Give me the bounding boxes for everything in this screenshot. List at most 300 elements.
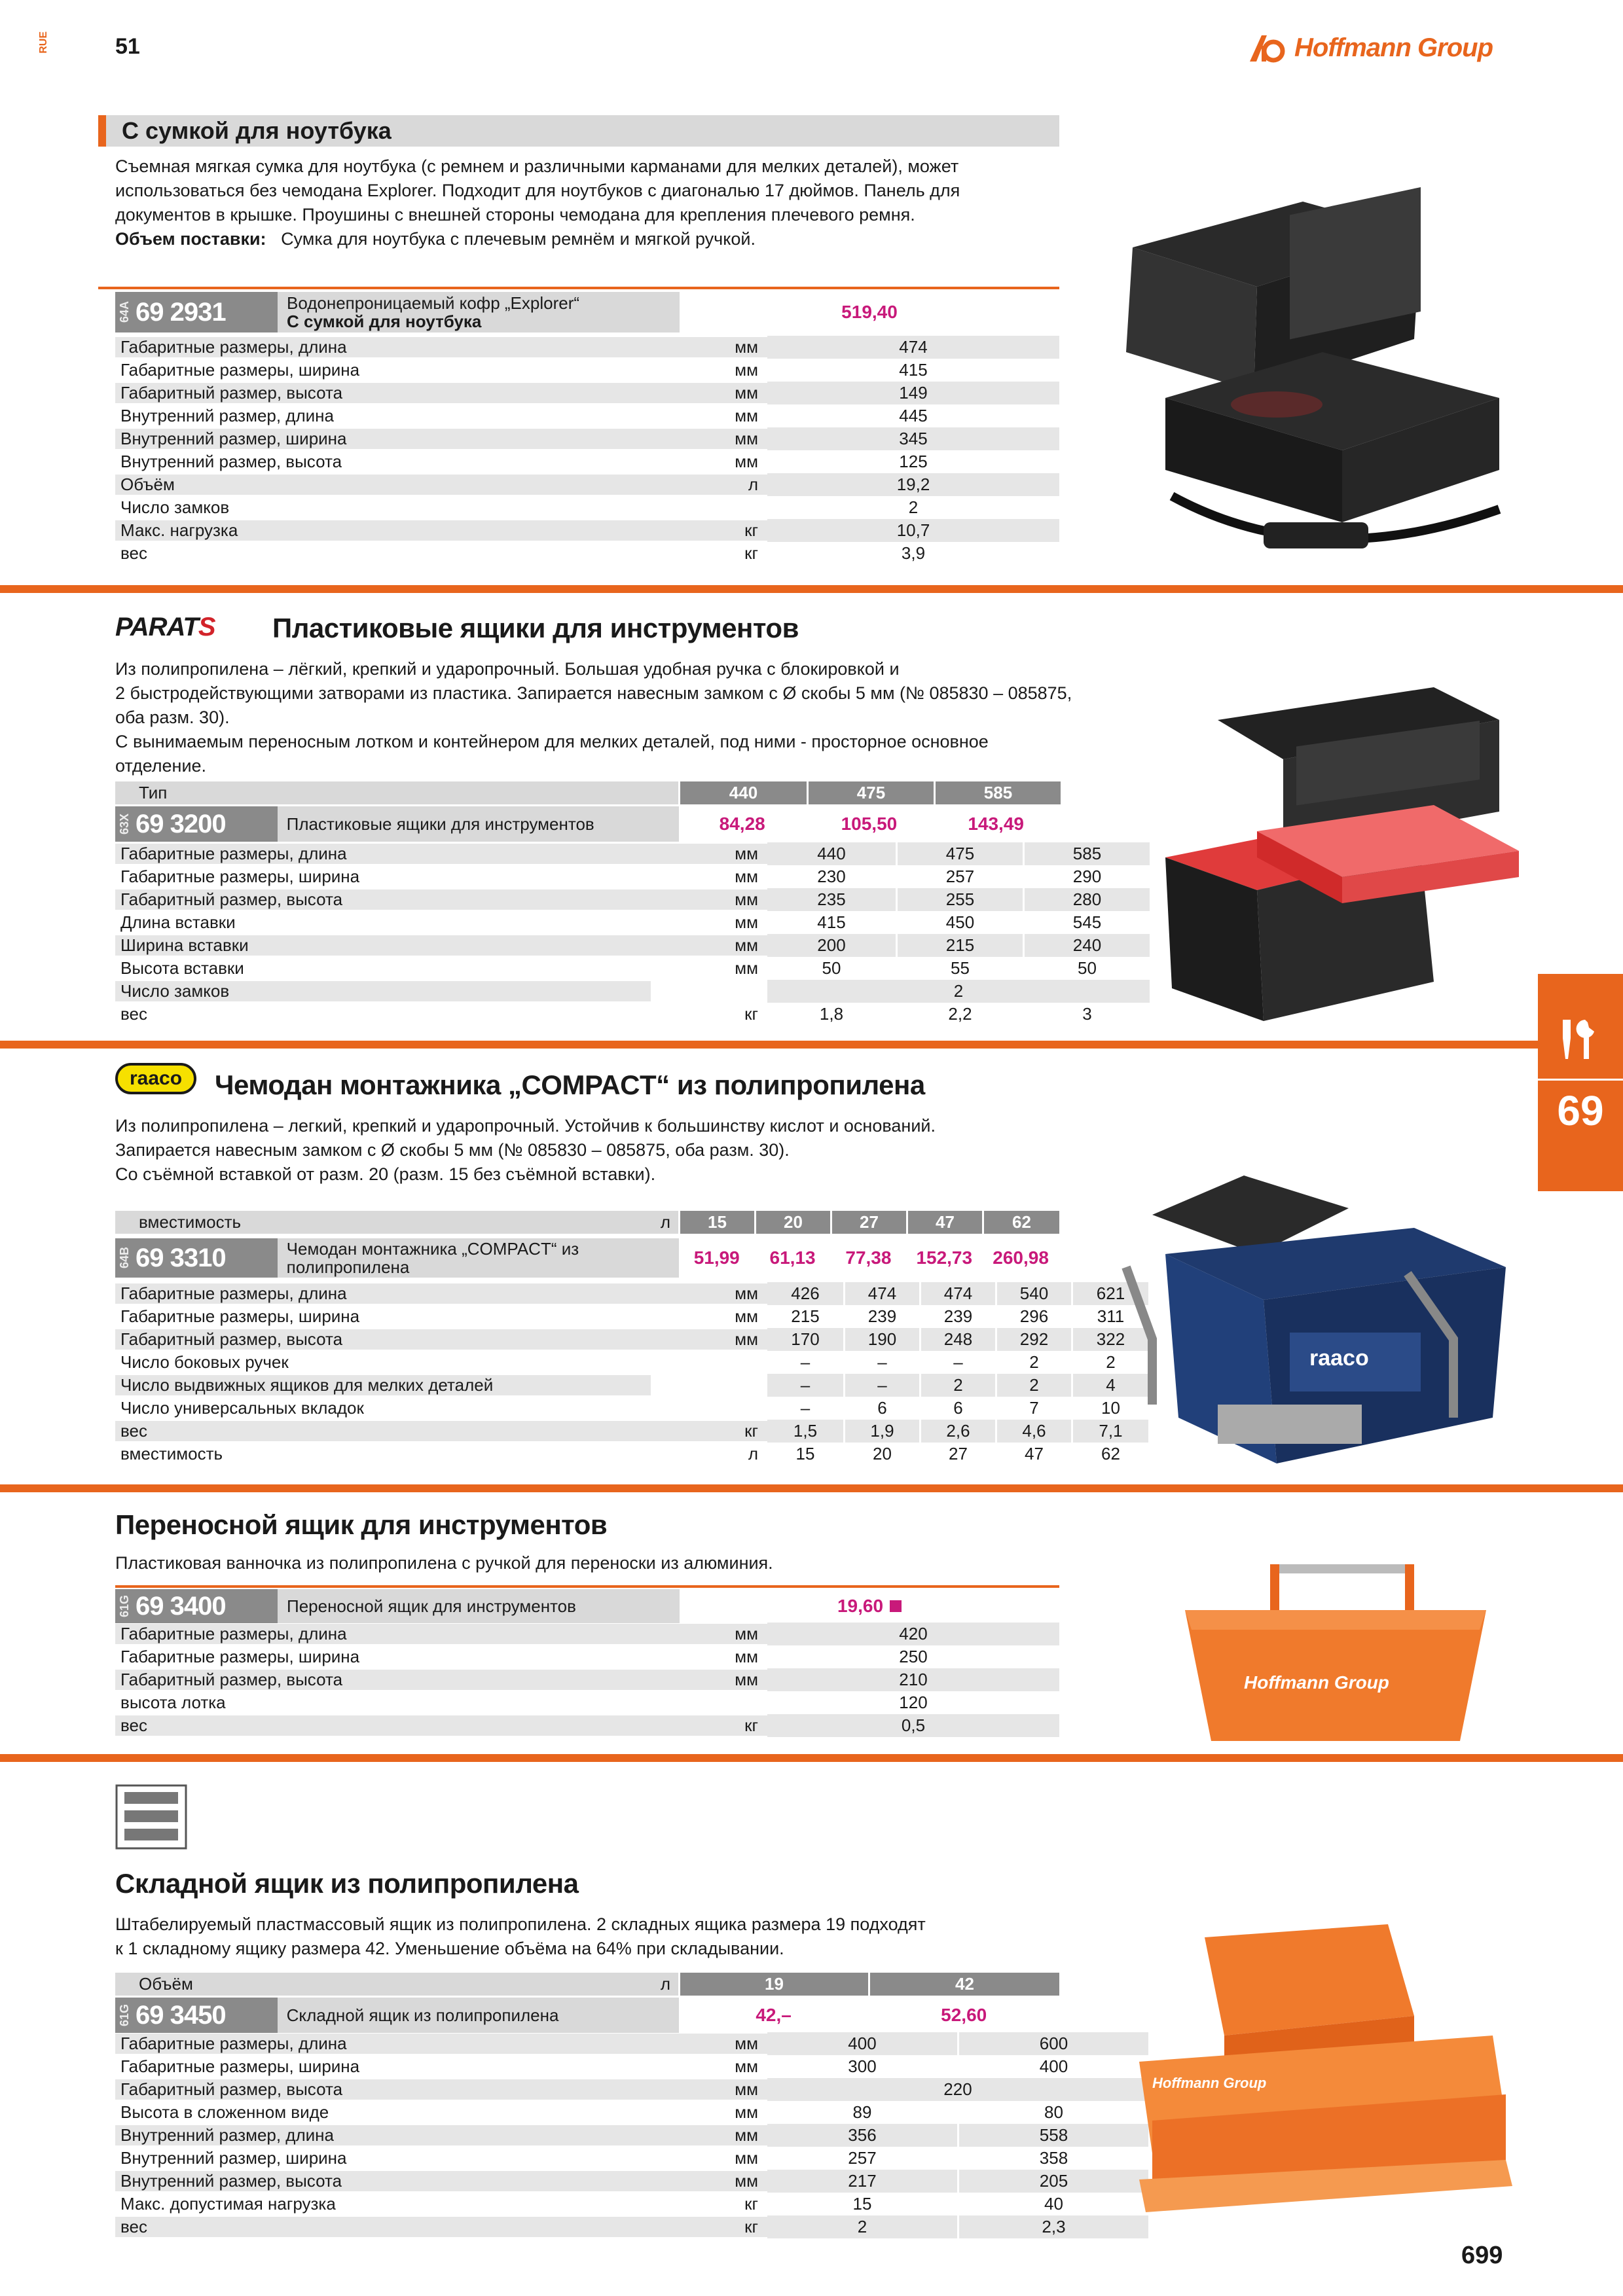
spec-value: 300	[848, 2056, 877, 2076]
article-name	[278, 1589, 680, 1623]
spec-value: 217	[767, 2170, 957, 2193]
spec-row	[115, 1329, 1148, 1352]
spec-value: 280	[1023, 888, 1150, 911]
spec-value: 240	[1023, 934, 1150, 957]
tools-icon	[1551, 1013, 1603, 1066]
spec-value: 2,2	[896, 1003, 1023, 1026]
spec-label: Внутренний размер, ширина	[120, 2148, 347, 2168]
section5-table-head	[115, 1973, 1059, 1996]
spec-row	[115, 1397, 1148, 1420]
spec-unit: кг	[651, 2217, 767, 2237]
spec-label: Габаритные размеры, ширина	[120, 1306, 360, 1326]
spec-value: 2,3	[957, 2215, 1148, 2238]
spec-value: 120	[899, 1693, 928, 1712]
article-code	[115, 1589, 278, 1623]
spec-row	[115, 1623, 1059, 1646]
spec-value: 255	[896, 888, 1023, 911]
spec-value: 239	[843, 1305, 919, 1328]
logo-text: Hoffmann Group	[1294, 33, 1493, 62]
desc-line: оба разм. 30).	[115, 708, 230, 727]
spec-label: Внутренний размер, высота	[115, 2171, 651, 2191]
spec-value: 205	[957, 2170, 1148, 2193]
section1-title: С сумкой для ноутбука	[122, 117, 392, 144]
column-head: 19	[678, 1973, 868, 1996]
spec-label: Макс. допустимая нагрузка	[120, 2194, 336, 2214]
divider	[98, 287, 1059, 289]
section1-spec-table	[115, 336, 1059, 565]
desc-line: Со съёмной вставкой от разм. 20 (разм. 15 без съёмной вставки).	[115, 1164, 656, 1184]
spec-label: Ширина вставки	[115, 935, 651, 956]
spec-value: 2,6	[919, 1420, 995, 1443]
desc-line: С вынимаемым переносным лотком и контейнером для мелких деталей, под ними - просторное основное	[115, 732, 989, 751]
spec-value: 239	[919, 1305, 995, 1328]
spec-row	[115, 497, 1059, 520]
spec-value: 215	[896, 934, 1023, 957]
spec-value: 311	[1071, 1305, 1148, 1328]
supply-label: Объем поставки:	[115, 229, 266, 249]
column-head: 62	[982, 1211, 1059, 1234]
spec-unit: мм	[651, 1670, 767, 1690]
spec-row	[115, 843, 1150, 866]
article-price-value: 19,60	[837, 1596, 884, 1616]
spec-value: 15	[795, 1444, 815, 1463]
spec-unit: мм	[651, 1329, 767, 1350]
column-head: 20	[754, 1211, 830, 1234]
spec-unit: л	[748, 1444, 758, 1463]
spec-unit: мм	[735, 360, 758, 380]
spec-value: 248	[919, 1328, 995, 1351]
spec-value: 1,9	[843, 1420, 919, 1443]
article-name-line1: Пластиковые ящики для инструментов	[286, 814, 594, 834]
spec-label: Габаритные размеры, длина	[115, 2034, 651, 2054]
spec-unit: кг	[651, 1715, 767, 1736]
spec-row	[115, 1283, 1148, 1306]
spec-row	[115, 382, 1059, 405]
spec-value: 170	[767, 1328, 843, 1351]
spec-value: 7,1	[1071, 1420, 1148, 1443]
divider	[115, 1585, 1059, 1588]
new-product-square-icon	[890, 1600, 902, 1612]
column-head: 15	[678, 1211, 754, 1234]
section3-table-head	[115, 1211, 1059, 1234]
spec-value: 10	[1071, 1397, 1148, 1420]
spec-label: Габаритные размеры, длина	[115, 844, 651, 864]
spec-value: –	[800, 1398, 811, 1418]
spec-label: Число выдвижных ящиков для мелких деталей	[115, 1375, 651, 1395]
article-name	[278, 1998, 679, 2033]
spec-value: 0,5	[767, 1714, 1059, 1737]
article-price: 52,60	[941, 2005, 987, 2025]
spec-label: Габаритные размеры, ширина	[120, 1647, 360, 1666]
spec-row	[115, 866, 1150, 889]
article-row-692931	[115, 292, 1059, 332]
column-head: 42	[868, 1973, 1059, 1996]
spec-label: вес	[115, 1715, 651, 1736]
spec-unit: кг	[744, 543, 758, 563]
spec-unit: мм	[651, 1624, 767, 1644]
spec-label: Число замков	[115, 981, 651, 1001]
spec-row	[115, 2193, 1148, 2216]
desc-line: 2 быстродействующими затворами из пластика. Запирается навесным замком с Ø скобы 5 мм (№ 085830 – 085875,	[115, 683, 1072, 703]
spec-label: Габаритные размеры, ширина	[120, 2056, 360, 2076]
spec-label: Внутренний размер, высота	[120, 452, 342, 471]
spec-value: 89	[852, 2102, 872, 2122]
spec-value: 292	[995, 1328, 1071, 1351]
spec-unit: мм	[651, 2079, 767, 2100]
spec-value: –	[843, 1351, 919, 1374]
spec-row	[115, 2125, 1148, 2147]
article-code	[115, 1998, 278, 2033]
language-code: RUE	[38, 31, 49, 54]
column-head-label: вместимость	[139, 1212, 242, 1232]
article-prefix: 61G	[118, 1594, 131, 1618]
spec-row	[115, 1715, 1059, 1738]
spec-unit: мм	[735, 406, 758, 425]
page-number: 699	[1461, 2242, 1503, 2269]
spec-value: 80	[957, 2101, 1148, 2124]
spec-unit: мм	[735, 1306, 758, 1326]
spec-row	[115, 359, 1059, 382]
spec-unit: мм	[651, 1283, 767, 1304]
spec-unit: кг	[651, 520, 767, 541]
spec-value: 47	[995, 1443, 1071, 1465]
spec-value: 415	[899, 360, 928, 380]
spec-row	[115, 405, 1059, 428]
spec-label: Число замков	[120, 497, 230, 517]
spec-unit: мм	[735, 912, 758, 932]
section5-title: Складной ящик из полипропилена	[115, 1868, 579, 1899]
desc-line: Из полипропилена – лёгкий, крепкий и ударопрочный. Большая удобная ручка с блокировкой и	[115, 659, 900, 679]
spec-unit: мм	[735, 2148, 758, 2168]
spec-unit: кг	[651, 1421, 767, 1441]
spec-unit: л	[651, 475, 767, 495]
spec-label: Внутренний размер, ширина	[115, 429, 651, 449]
spec-value: 474	[843, 1282, 919, 1305]
spec-value: 400	[957, 2055, 1148, 2078]
article-name-line1: Переносной ящик для инструментов	[287, 1596, 576, 1616]
spec-label: Высота вставки	[120, 958, 244, 978]
spec-value: 125	[899, 452, 928, 471]
spec-row	[115, 1443, 1148, 1466]
spec-value: 257	[848, 2148, 877, 2168]
article-name	[278, 1238, 679, 1278]
article-name	[278, 806, 679, 842]
article-price: 51,99	[693, 1247, 740, 1268]
spec-value: 190	[843, 1328, 919, 1351]
spec-value: 474	[919, 1282, 995, 1305]
spec-value: 210	[767, 1668, 1059, 1691]
article-price: 260,98	[993, 1247, 1049, 1268]
spec-row	[115, 1306, 1148, 1329]
spec-value: 621	[1071, 1282, 1148, 1305]
spec-row	[115, 1692, 1059, 1715]
spec-row	[115, 2079, 1148, 2102]
spec-value: 7	[995, 1397, 1071, 1420]
spec-value: 20	[843, 1443, 919, 1465]
desc-line: Запирается навесным замком с Ø скобы 5 мм (№ 085830 – 085875, оба разм. 30).	[115, 1140, 790, 1160]
spec-row	[115, 2216, 1148, 2239]
article-price: 42,–	[756, 2005, 792, 2025]
article-prefix: 64B	[118, 1247, 131, 1269]
section1-description	[115, 154, 1071, 251]
spec-row	[115, 451, 1059, 474]
hoffmann-logo-icon	[1247, 31, 1289, 64]
spec-row	[115, 1420, 1148, 1443]
spec-label: Габаритный размер, высота	[115, 383, 651, 403]
desc-line: отделение.	[115, 756, 207, 776]
spec-label: Число боковых ручек	[120, 1352, 289, 1372]
spec-label: Габаритный размер, высота	[115, 1670, 651, 1690]
spec-label: Число универсальных вкладок	[120, 1398, 364, 1418]
section-separator	[0, 1484, 1623, 1492]
spec-value: 40	[957, 2193, 1148, 2215]
spec-unit: мм	[651, 2125, 767, 2145]
spec-unit: мм	[651, 2171, 767, 2191]
spec-value: –	[919, 1351, 995, 1374]
spec-value: 400	[767, 2032, 957, 2055]
spec-unit: мм	[651, 844, 767, 864]
spec-label: вес	[120, 1004, 147, 1024]
article-number[interactable]: 69 3400	[136, 1591, 226, 1621]
spec-label: Габаритный размер, высота	[115, 889, 651, 910]
spec-value: 450	[896, 911, 1023, 934]
spec-label: Объём	[115, 475, 651, 495]
spec-value: 2	[1071, 1351, 1148, 1374]
spec-value: 2	[995, 1351, 1071, 1374]
spec-value: 475	[896, 842, 1023, 865]
spec-label: Внутренний размер, длина	[120, 406, 334, 425]
spec-value: 356	[767, 2124, 957, 2147]
spec-unit: кг	[744, 1004, 758, 1024]
article-row-693310	[115, 1238, 1059, 1278]
spec-value: 558	[957, 2124, 1148, 2147]
spec-value: 50	[822, 958, 841, 978]
article-number[interactable]: 69 3310	[136, 1243, 226, 1272]
article-number[interactable]: 69 3200	[136, 809, 226, 838]
spec-value: 2	[919, 1374, 995, 1397]
spec-value: 215	[791, 1306, 820, 1326]
spec-unit: мм	[651, 889, 767, 910]
spec-value: 2	[767, 2215, 957, 2238]
spec-label: Высота в сложенном виде	[120, 2102, 329, 2122]
spec-value: 19,2	[767, 473, 1059, 496]
raaco-compact-case-image	[1113, 1169, 1519, 1477]
article-name-line1: Чемодан монтажника „COMPACT“ из полипропилена	[286, 1239, 579, 1277]
spec-label: Внутренний размер, длина	[115, 2125, 651, 2145]
spec-value: 235	[767, 888, 896, 911]
article-price: 143,49	[968, 814, 1024, 834]
article-price: 77,38	[845, 1247, 892, 1268]
column-head: 27	[830, 1211, 906, 1234]
spec-value: 440	[767, 842, 896, 865]
desc-line: Из полипропилена – легкий, крепкий и ударопрочный. Устойчив к большинству кислот и оснований.	[115, 1116, 936, 1136]
chapter-side-tab[interactable]	[1538, 974, 1623, 1191]
explorer-case-image	[1106, 182, 1525, 581]
parat-toolbox-image	[1159, 681, 1525, 1028]
spec-value: 2	[767, 980, 1150, 1003]
spec-unit: мм	[651, 383, 767, 403]
spec-value: 426	[767, 1282, 843, 1305]
section1-title-bar	[98, 115, 1059, 147]
section2-title: Пластиковые ящики для инструментов	[272, 613, 799, 643]
column-head-label: Тип	[115, 781, 678, 804]
spec-value: 55	[896, 957, 1023, 980]
desc-line: Пластиковая ванночка из полипропилена с ручкой для переноски из алюминия.	[115, 1553, 773, 1573]
tab-divider	[1538, 1079, 1623, 1081]
spec-value: 50	[1023, 957, 1150, 980]
article-price: 152,73	[916, 1247, 973, 1268]
spec-value: –	[843, 1374, 919, 1397]
spec-value: 15	[852, 2194, 872, 2214]
folding-crates-image	[1126, 1924, 1519, 2212]
spec-unit: кг	[744, 2194, 758, 2214]
article-prefix: 63X	[118, 813, 131, 835]
spec-row	[115, 2147, 1148, 2170]
spec-value: 2	[995, 1374, 1071, 1397]
spec-label: Габаритные размеры, длина	[115, 337, 651, 357]
spec-unit: мм	[735, 452, 758, 471]
section3-spec-table	[115, 1283, 1148, 1466]
article-number[interactable]: 69 2931	[136, 297, 226, 327]
spec-row	[115, 980, 1150, 1003]
spec-unit: мм	[735, 1647, 758, 1666]
spec-label: Длина вставки	[120, 912, 236, 932]
article-code	[115, 806, 278, 842]
spec-value: 250	[899, 1647, 928, 1666]
carry-tote-image	[1172, 1558, 1499, 1754]
spec-row	[115, 912, 1150, 935]
spec-value: 2	[908, 497, 919, 517]
spec-label: Габаритный размер, высота	[115, 1329, 651, 1350]
spec-row	[115, 428, 1059, 451]
section4-spec-table	[115, 1623, 1059, 1738]
column-head-label: Объём	[139, 1974, 193, 1994]
article-price: 105,50	[841, 814, 898, 834]
spec-label: Габаритные размеры, ширина	[120, 360, 360, 380]
parat-brand-text: PARAT	[115, 613, 198, 641]
section2-spec-table	[115, 843, 1150, 1026]
spec-value: 149	[767, 382, 1059, 404]
crate-logo-text: Hoffmann Group	[1152, 2075, 1267, 2091]
spec-row	[115, 520, 1059, 543]
spec-value: 1,8	[819, 1004, 844, 1024]
spec-value: 1,5	[767, 1420, 843, 1443]
spec-value: 545	[1023, 911, 1150, 934]
section2-description	[115, 657, 1163, 778]
parat-brand-logo: PARATS	[115, 613, 215, 641]
spec-row	[115, 935, 1150, 958]
spec-value: 27	[919, 1443, 995, 1465]
desc-line: Съемная мягкая сумка для ноутбука (с ремнем и различными карманами для мелких деталей), может	[115, 156, 959, 176]
article-code	[115, 1238, 278, 1278]
spec-value: 257	[896, 865, 1023, 888]
spec-unit: мм	[651, 337, 767, 357]
spec-row	[115, 2170, 1148, 2193]
spec-value: 600	[957, 2032, 1148, 2055]
spec-label: вес	[115, 1421, 651, 1441]
spec-row	[115, 958, 1150, 980]
spec-value: 445	[899, 406, 928, 425]
spec-row	[115, 336, 1059, 359]
spec-value: 415	[817, 912, 846, 932]
article-name	[278, 292, 680, 332]
article-code	[115, 292, 278, 332]
article-prefix: 61G	[118, 2003, 131, 2027]
spec-label: Габаритные размеры, длина	[115, 1283, 651, 1304]
section-separator	[0, 1041, 1623, 1049]
spec-label: Габаритные размеры, ширина	[120, 867, 360, 886]
section2-table-head	[115, 781, 1061, 804]
article-price: 519,40	[841, 302, 898, 322]
spec-value: 474	[767, 336, 1059, 359]
spec-label: Габаритный размер, высота	[115, 2079, 651, 2100]
spec-value: 10,7	[767, 519, 1059, 542]
spec-value: 420	[767, 1623, 1059, 1645]
spec-row	[115, 2033, 1148, 2056]
column-head: 47	[906, 1211, 982, 1234]
spec-row	[115, 1669, 1059, 1692]
spec-value: 3,9	[901, 543, 926, 563]
column-head-unit: л	[660, 1212, 670, 1232]
spec-row	[115, 2056, 1148, 2079]
spec-value: 3	[1023, 1003, 1150, 1026]
chapter-number: 69	[1557, 1087, 1604, 1134]
tote-logo-text: Hoffmann Group	[1244, 1672, 1389, 1693]
spec-value: 6	[843, 1397, 919, 1420]
spec-row	[115, 543, 1059, 565]
desc-line: Штабелируемый пластмассовый ящик из полипропилена. 2 складных ящика размера 19 подходят	[115, 1914, 926, 1934]
spec-value: 585	[1023, 842, 1150, 865]
stackable-crates-icon	[115, 1784, 187, 1850]
article-name-line1: Складной ящик из полипропилена	[286, 2005, 559, 2025]
spec-value: –	[800, 1352, 811, 1372]
spec-unit: мм	[735, 2056, 758, 2076]
spec-label: вес	[120, 543, 147, 563]
section-separator	[0, 1754, 1623, 1762]
article-number[interactable]: 69 3450	[136, 2000, 226, 2030]
supply-text: Сумка для ноутбука с плечевым ремнём и мягкой ручкой.	[281, 229, 756, 249]
spec-value: 540	[995, 1282, 1071, 1305]
section4-title: Переносной ящик для инструментов	[115, 1509, 608, 1540]
raaco-case-label: raaco	[1309, 1346, 1369, 1371]
section4-description	[115, 1551, 1071, 1575]
spec-label: вес	[115, 2217, 651, 2237]
spec-value: 6	[919, 1397, 995, 1420]
column-head-unit: л	[660, 1974, 670, 1994]
spec-row	[115, 1003, 1150, 1026]
spec-value: 322	[1071, 1328, 1148, 1351]
desc-line: документов в крышке. Проушины с внешней стороны чемодана для крепления плечевого ремня.	[115, 205, 915, 224]
spec-unit: мм	[735, 958, 758, 978]
article-row-693450	[115, 1998, 1059, 2033]
spec-row	[115, 1374, 1148, 1397]
column-head: 585	[934, 781, 1061, 804]
spec-value: 230	[817, 867, 846, 886]
spec-row	[115, 474, 1059, 497]
desc-line: к 1 складному ящику размера 42. Уменьшение объёма на 64% при складывании.	[115, 1939, 784, 1958]
column-head: 475	[807, 781, 934, 804]
spec-value: –	[767, 1374, 843, 1397]
article-price	[680, 1589, 1059, 1623]
spec-value: 345	[767, 427, 1059, 450]
hoffmann-logo	[1247, 31, 1493, 64]
article-name-line1: Водонепроницаемый кофр „Explorer“	[287, 293, 580, 313]
section-separator	[0, 585, 1623, 593]
desc-line: использоваться без чемодана Explorer. Подходит для ноутбуков с диагональю 17 дюймов. Панель для	[115, 181, 960, 200]
article-name-line2: С сумкой для ноутбука	[287, 312, 482, 331]
spec-row	[115, 1646, 1059, 1669]
article-price: 84,28	[719, 814, 765, 834]
